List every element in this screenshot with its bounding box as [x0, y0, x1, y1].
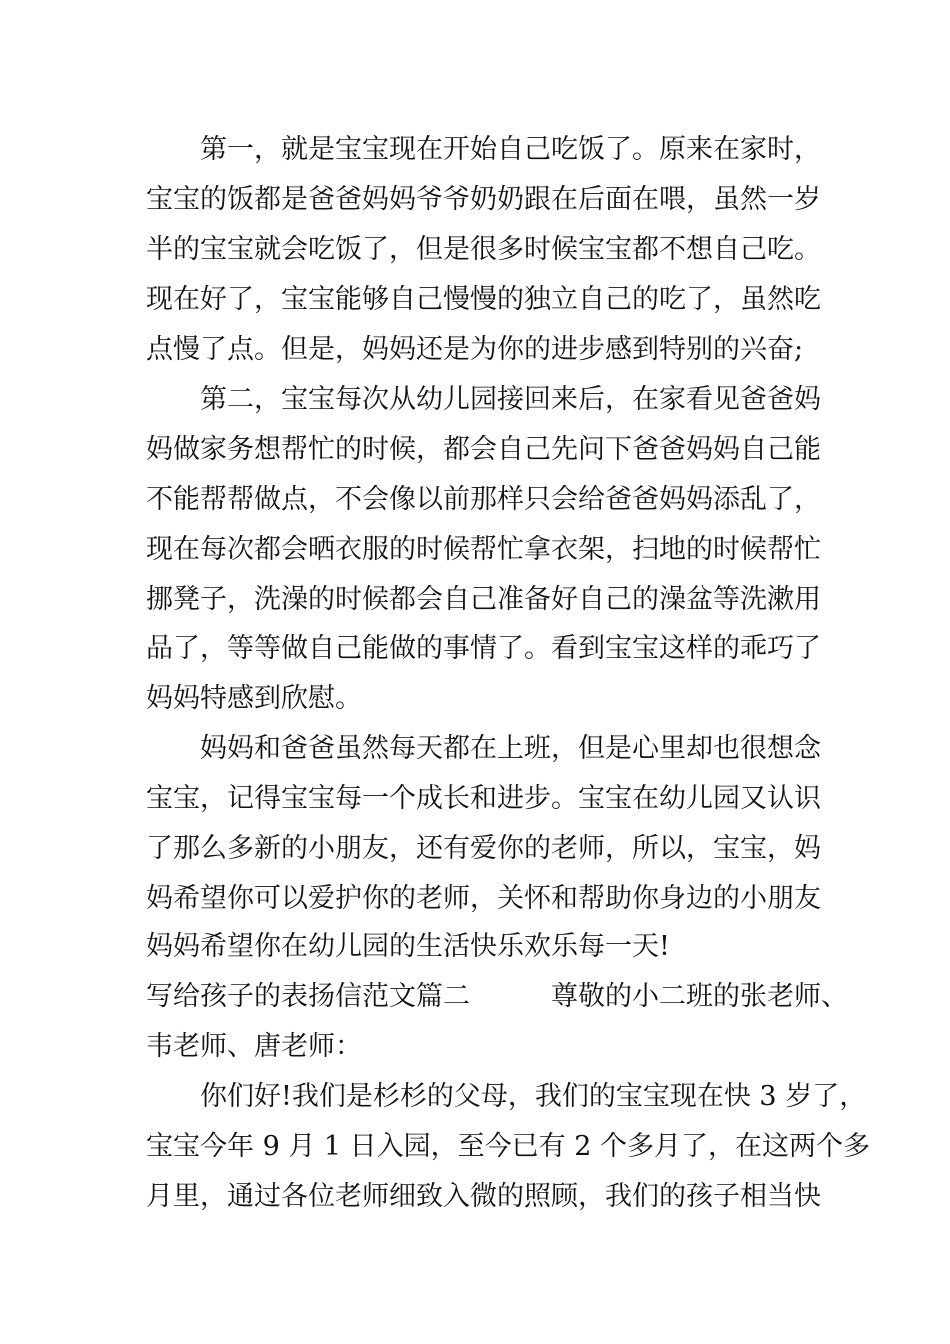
text-line: 妈妈特感到欣慰。	[146, 683, 362, 714]
text-line: 月里，通过各位老师细致入微的照顾，我们的孩子相当快	[146, 1181, 821, 1212]
text-line: 第一，就是宝宝现在开始自己吃饭了。原来在家时，	[146, 134, 821, 165]
text-line: 宝宝，记得宝宝每一个成长和进步。宝宝在幼儿园又认识	[146, 783, 821, 814]
text-line: 现在好了，宝宝能够自己慢慢的独立自己的吃了，虽然吃	[146, 284, 821, 315]
text-line: 不能帮帮做点，不会像以前那样只会给爸爸妈妈添乱了，	[146, 484, 821, 515]
text-line: 宝宝的饭都是爸爸妈妈爷爷奶奶跟在后面在喂，虽然一岁	[146, 184, 821, 215]
text-line: 挪凳子，洗澡的时候都会自己准备好自己的澡盆等洗漱用	[146, 584, 821, 615]
text-line: 现在每次都会晒衣服的时候帮忙拿衣架，扫地的时候帮忙	[146, 534, 821, 565]
text-line: 妈做家务想帮忙的时候，都会自己先问下爸爸妈妈自己能	[146, 434, 821, 465]
text-line: 了那么多新的小朋友，还有爱你的老师，所以，宝宝，妈	[146, 833, 821, 864]
text-line: 妈妈和爸爸虽然每天都在上班，但是心里却也很想念	[146, 733, 821, 764]
text-line: 韦老师、唐老师：	[146, 1031, 362, 1062]
text-line: 妈妈希望你在幼儿园的生活快乐欢乐每一天!	[146, 931, 670, 962]
text-line: 妈希望你可以爱护你的老师，关怀和帮助你身边的小朋友	[146, 883, 821, 914]
text-line: 品了，等等做自己能做的事情了。看到宝宝这样的乖巧了	[146, 633, 821, 664]
text-line: 第二，宝宝每次从幼儿园接回来后，在家看见爸爸妈	[146, 384, 821, 415]
text-line: 点慢了点。但是，妈妈还是为你的进步感到特别的兴奋;	[146, 334, 804, 365]
text-line: 写给孩子的表扬信范文篇二 尊敬的小二班的张老师、	[146, 981, 848, 1012]
text-line: 宝宝今年 9 月 1 日入园，至今已有 2 个多月了，在这两个多	[146, 1131, 871, 1162]
text-line: 半的宝宝就会吃饭了，但是很多时候宝宝都不想自己吃。	[146, 234, 821, 265]
text-line: 你们好!我们是杉杉的父母，我们的宝宝现在快 3 岁了，	[146, 1081, 867, 1112]
